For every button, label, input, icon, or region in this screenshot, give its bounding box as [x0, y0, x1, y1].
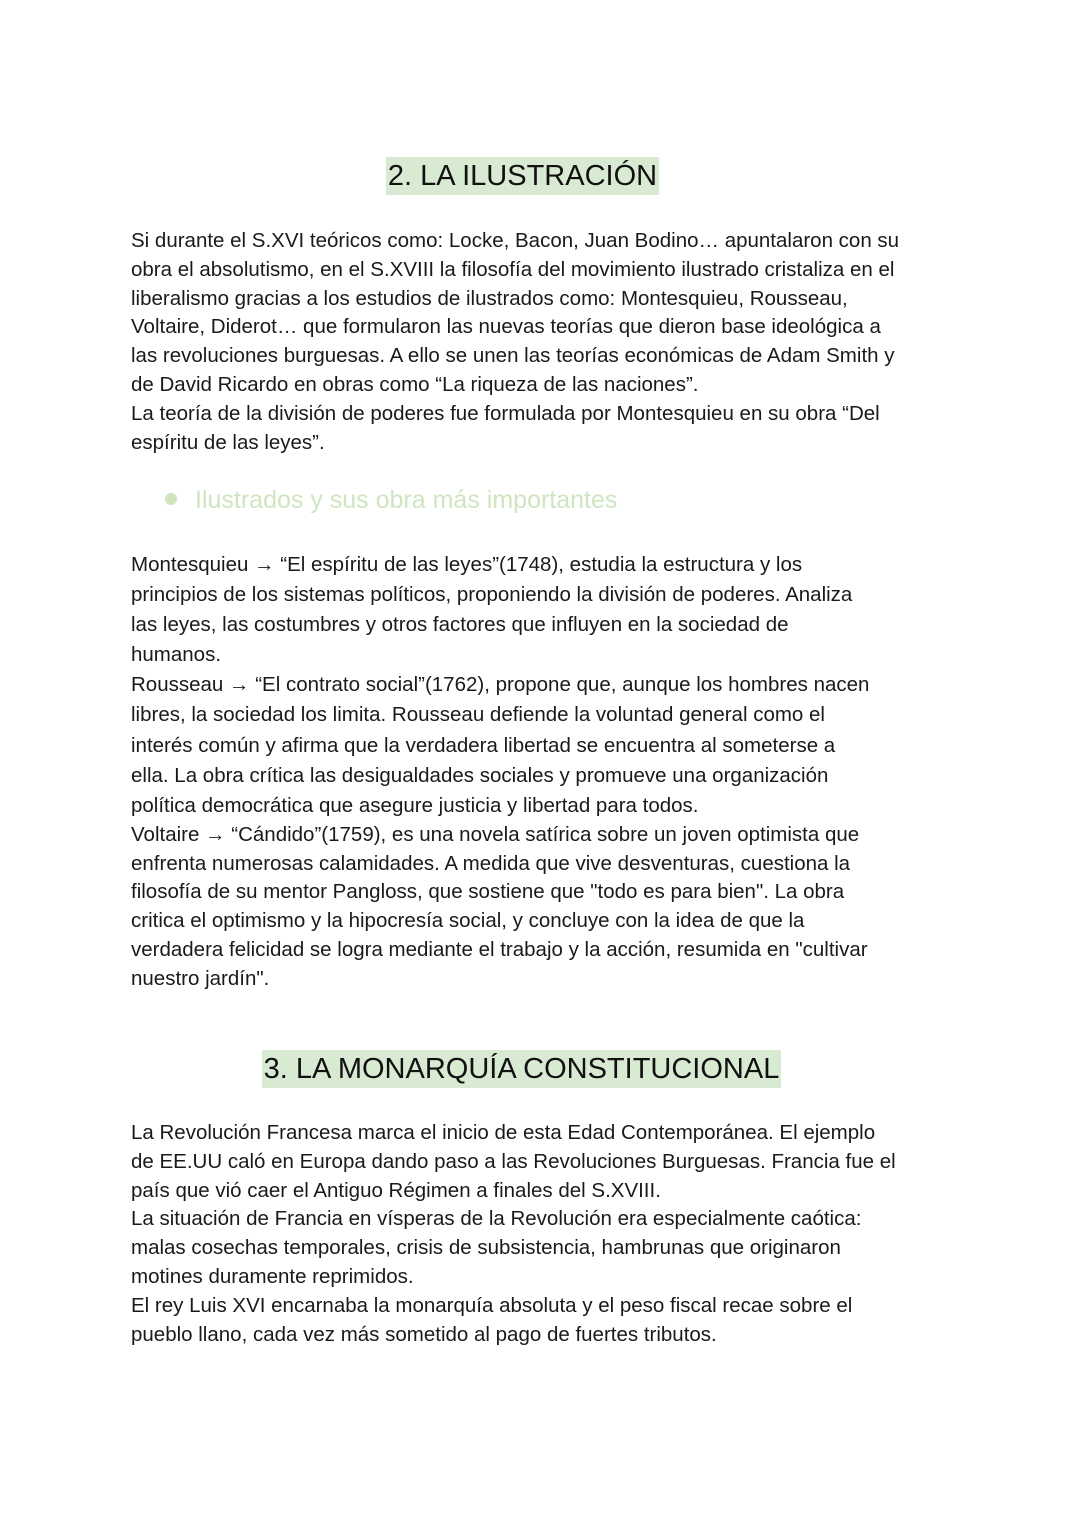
- text-line: critica el optimismo y la hipocresía social, y concluye con la idea de que la: [131, 909, 805, 933]
- text-line: de EE.UU caló en Europa dando paso a las Revoluciones Burguesas. Francia fue el: [131, 1149, 896, 1173]
- text-line: motines duramente reprimidos.: [131, 1264, 414, 1288]
- text-line: de David Ricardo en obras como “La riqueza de las naciones”.: [131, 372, 699, 396]
- text-line: La teoría de la división de poderes fue formulada por Montesquieu en su obra “Del: [131, 401, 880, 425]
- text-line: las revoluciones burguesas. A ello se unen las teorías económicas de Adam Smith y: [131, 344, 895, 368]
- text-line: libres, la sociedad los limita. Rousseau defiende la voluntad general como el: [131, 703, 825, 727]
- bullet-dot-icon: [165, 493, 177, 505]
- text-line: espíritu de las leyes”.: [131, 430, 325, 454]
- text-line: enfrenta numerosas calamidades. A medida que vive desventuras, cuestiona la: [131, 851, 851, 875]
- text-line: país que vió caer el Antiguo Régimen a finales del S.XVIII.: [131, 1178, 661, 1202]
- text-line: La Revolución Francesa marca el inicio de esta Edad Contemporánea. El ejemplo: [131, 1121, 876, 1144]
- bullet-text: Ilustrados y sus obra más importantes: [195, 486, 618, 514]
- text-line: política democrática que asegure justicia y libertad para todos.: [131, 793, 699, 817]
- text-line: malas cosechas temporales, crisis de subsistencia, hambrunas que originaron: [131, 1236, 841, 1260]
- text-line: nuestro jardín".: [131, 966, 270, 990]
- text-line: interés común y afirma que la verdadera libertad se encuentra al someterse a: [131, 733, 836, 757]
- text-line: principios de los sistemas políticos, proponiendo la división de poderes. Analiza: [131, 583, 853, 607]
- section-heading-monarquia: 3. LA MONARQUÍA CONSTITUCIONAL: [262, 1050, 782, 1088]
- heading-monarquia-wrap: [0, 1050, 1080, 1088]
- text-line: obra el absolutismo, en el S.XVIII la filosofía del movimiento ilustrado cristaliza en el: [131, 257, 895, 281]
- text-line: Si durante el S.XVI teóricos como: Locke, Bacon, Juan Bodino… apuntalaron con su: [131, 229, 900, 252]
- text-line: Voltaire, Diderot… que formularon las nuevas teorías que dieron base ideológica a: [131, 315, 881, 339]
- heading-ilustracion-wrap: [0, 157, 1080, 195]
- bullet-ilustrados: [165, 484, 617, 516]
- text-line: verdadera felicidad se logra mediante el trabajo y la acción, resumida en "cultivar: [131, 938, 868, 962]
- monarquia-paragraph: [131, 1119, 961, 1349]
- text-line: ella. La obra crítica las desigualdades sociales y promueve una organización: [131, 763, 829, 787]
- text-line: Montesquieu → “El espíritu de las leyes”(1748), estudia la estructura y los: [131, 553, 803, 576]
- text-line: Rousseau → “El contrato social”(1762), propone que, aunque los hombres nacen: [131, 673, 870, 697]
- text-line: filosofía de su mentor Pangloss, que sostiene que "todo es para bien". La obra: [131, 880, 845, 904]
- section-heading-ilustracion: 2. LA ILUSTRACIÓN: [386, 157, 659, 195]
- text-line: La situación de Francia en vísperas de la Revolución era especialmente caótica:: [131, 1207, 862, 1231]
- intro-paragraph: [131, 227, 961, 457]
- text-line: humanos.: [131, 643, 222, 667]
- text-line: las leyes, las costumbres y otros factores que influyen en la sociedad de: [131, 613, 789, 637]
- text-line: El rey Luis XVI encarnaba la monarquía absoluta y el peso fiscal recae sobre el: [131, 1293, 853, 1317]
- text-line: Voltaire → “Cándido”(1759), es una novela satírica sobre un joven optimista que: [131, 822, 860, 846]
- works-paragraph: [131, 550, 961, 994]
- text-line: pueblo llano, cada vez más sometido al pago de fuertes tributos.: [131, 1322, 717, 1346]
- text-line: liberalismo gracias a los estudios de ilustrados como: Montesquieu, Rousseau,: [131, 286, 848, 310]
